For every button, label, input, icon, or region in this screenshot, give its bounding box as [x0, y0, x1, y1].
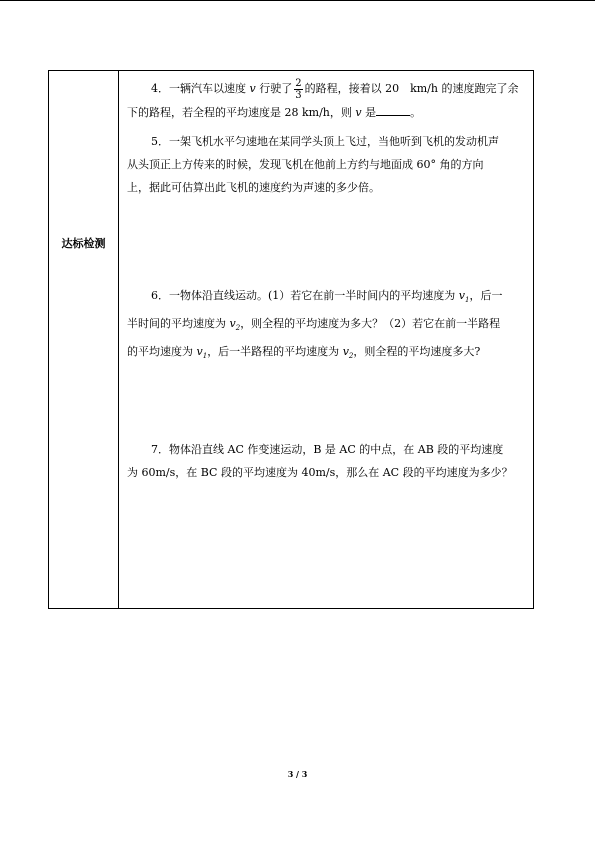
page-number: 3 / 3 [287, 769, 308, 779]
q5-line-1: 5．一架飞机水平匀速地在某同学头顶上飞过，当他听到飞机的发动机声 [151, 135, 499, 148]
q4-line-1: 4．一辆汽车以速度 v 行驶了 $\frac{2}{3}$ 的路程，接着以 20 km/h 的速度跑完了余 [151, 77, 519, 101]
section-label: 达标检测 [61, 237, 106, 250]
column-divider [118, 71, 119, 608]
q4-line-2: 下的路程，若全程的平均速度是 28 km/h，则 v 是 。 [127, 101, 527, 124]
question-6 [127, 284, 527, 369]
q5-line-3: 上，据此可估算出此飞机的速度约为声速的多少倍。 [127, 181, 380, 194]
q5-line-2: 从头顶正上方传来的时候，发现飞机在他前上方约与地面成 60° 角的方向 [127, 158, 484, 171]
q6-line-1: 6．一物体沿直线运动。(1）若它在前一半时间内的平均速度为 $v_1$，后一 [151, 289, 503, 305]
q7-line-2: 为 60m/s，在 BC 段的平均速度为 40m/s，那么在 AC 段的平均速度为多少？ [127, 466, 513, 479]
question-4 [127, 77, 527, 124]
q6-line-3: 的平均速度为 $v_1$，后一半路程的平均速度为 $v_2$，则全程的平均速度多大? [127, 345, 481, 361]
q7-line-1: 7．物体沿直线 AC 作变速运动，B 是 AC 的中点，在 AB 段的平均速度 [151, 443, 504, 456]
answer-blank [376, 103, 410, 116]
question-7 [127, 438, 527, 484]
exercise-table [48, 70, 534, 609]
top-rule [0, 0, 595, 1]
fraction-two-thirds: $\frac{2}{3}$ [295, 77, 302, 101]
question-5 [127, 130, 527, 199]
q6-line-2: 半时间的平均速度为 $v_2$，则全程的平均速度为多大？（2）若它在前一半路程 [127, 317, 501, 333]
